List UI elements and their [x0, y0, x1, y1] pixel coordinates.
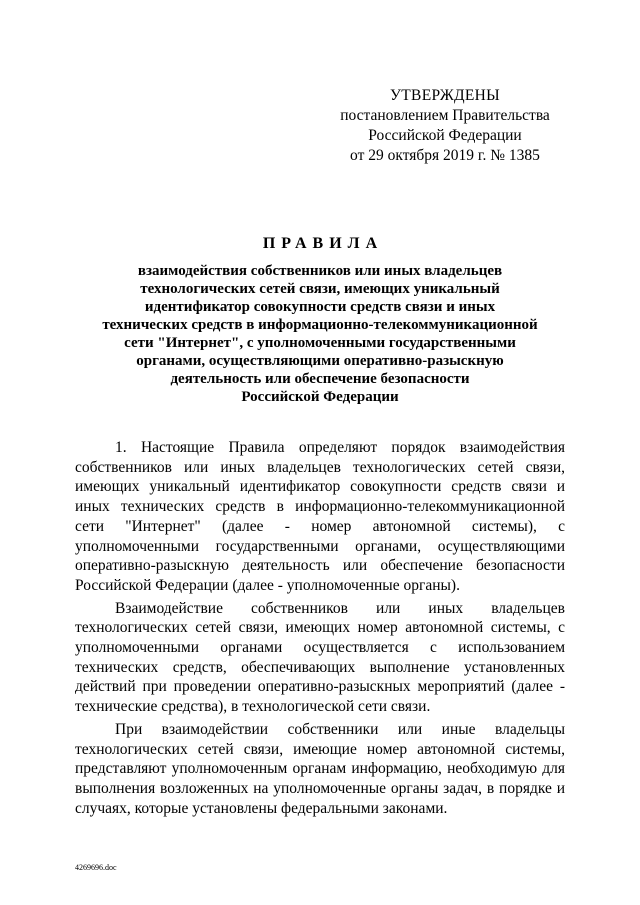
approval-line-1: постановлением Правительства [340, 107, 550, 124]
approval-line-2: Российской Федерации [368, 127, 522, 144]
subtitle-line: технологических сетей связи, имеющих уникальный [140, 281, 500, 297]
subtitle-line: идентификатор совокупности средств связи и иных [144, 299, 496, 315]
approval-block [330, 86, 560, 166]
subtitle-line: сети "Интернет", с уполномоченными государственными [124, 335, 516, 351]
document-file-code: 4269696.doc [75, 863, 117, 872]
approved-label: УТВЕРЖДЕНЫ [390, 87, 500, 104]
subtitle-line: деятельность или обеспечение безопасности [170, 371, 470, 387]
document-subtitle [60, 262, 580, 406]
body-paragraph: При взаимодействии собственники или иные владельцы технологических сетей связи, имеющие номер автономной системы, представляют уполномоченным органам информацию, необходимую для выполнения возложенных на уполномоченные органы задач, в порядке и случаях, которые установлены федеральными законами. [75, 720, 565, 817]
body-paragraph: 1. Настоящие Правила определяют порядок взаимодействия собственников или иных владельцев технологических сетей связи, имеющих уникальный идентификатор совокупности средств связи и иных технических средств в информационно-телекоммуникационной сети "Интернет" (далее - номер автономной системы), с уполномоченными государственными органами, осуществляющими оперативно-разыскную деятельность или обеспечение безопасности Российской Федерации (далее - уполномоченные органы). [75, 439, 565, 594]
document-body [75, 438, 565, 821]
subtitle-line: Российской Федерации [241, 389, 399, 405]
subtitle-line: технических средств в информационно-телекоммуникационной [102, 317, 538, 333]
document-heading: ПРАВИЛА [262, 235, 384, 252]
approval-line-3: от 29 октября 2019 г. № 1385 [350, 147, 540, 164]
body-paragraph: Взаимодействие собственников или иных владельцев технологических сетей связи, имеющих номер автономной системы, с уполномоченными органами осуществляется с использованием технических средств, обеспечивающих выполнение установленных действий при проведении оперативно-разыскных мероприятий (далее - технические средства), в технологической сети связи. [75, 599, 565, 716]
subtitle-line: органами, осуществляющими оперативно-разыскную [136, 353, 504, 369]
subtitle-line: взаимодействия собственников или иных владельцев [137, 263, 503, 279]
